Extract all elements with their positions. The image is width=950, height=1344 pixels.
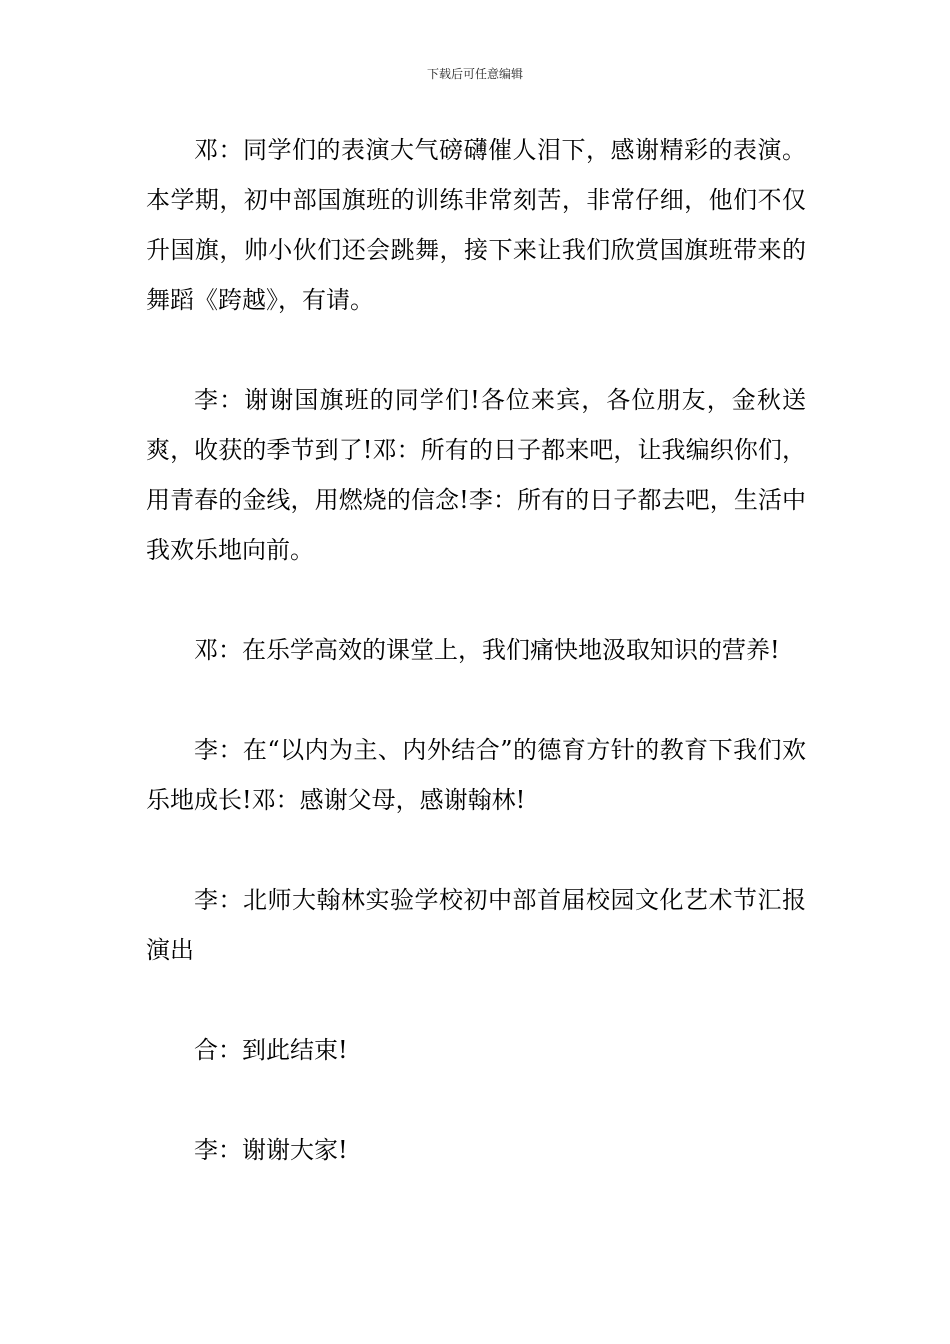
paragraph-6: 合：到此结束! (194, 1036, 348, 1064)
header-note: 下载后可任意编辑 (426, 67, 523, 81)
paragraph-1: 邓：同学们的表演大气磅礴催人泪下，感谢精彩的表演。本学期，初中部国旗班的训练非常刻苦，非常仔细，他们不仅升国旗，帅小伙们还会跳舞，接下来让我们欣赏国旗班带来的舞蹈《跨越》，有请。 (146, 136, 806, 314)
paragraph-2: 李：谢谢国旗班的同学们!各位来宾，各位朋友，金秋送爽，收获的季节到了!邓：所有的日子都来吧，让我编织你们，用青春的金线，用燃烧的信念!李：所有的日子都去吧，生活中我欢乐地向前。 (146, 386, 806, 564)
paragraph-gap (146, 575, 806, 625)
paragraph-gap (146, 1075, 806, 1125)
document-body (146, 125, 806, 1175)
paragraph-3: 邓：在乐学高效的课堂上，我们痛快地汲取知识的营养! (194, 636, 780, 664)
paragraph-5: 李：北师大翰林实验学校初中部首届校园文化艺术节汇报演出 (146, 886, 806, 964)
paragraph-7: 李：谢谢大家! (194, 1136, 348, 1164)
paragraph-gap (146, 325, 806, 375)
paragraph-gap (146, 825, 806, 875)
paragraph-gap (146, 975, 806, 1025)
paragraph-4: 李：在“以内为主、内外结合”的德育方针的教育下我们欢乐地成长!邓：感谢父母，感谢翰林! (146, 736, 806, 814)
paragraph-gap (146, 675, 806, 725)
